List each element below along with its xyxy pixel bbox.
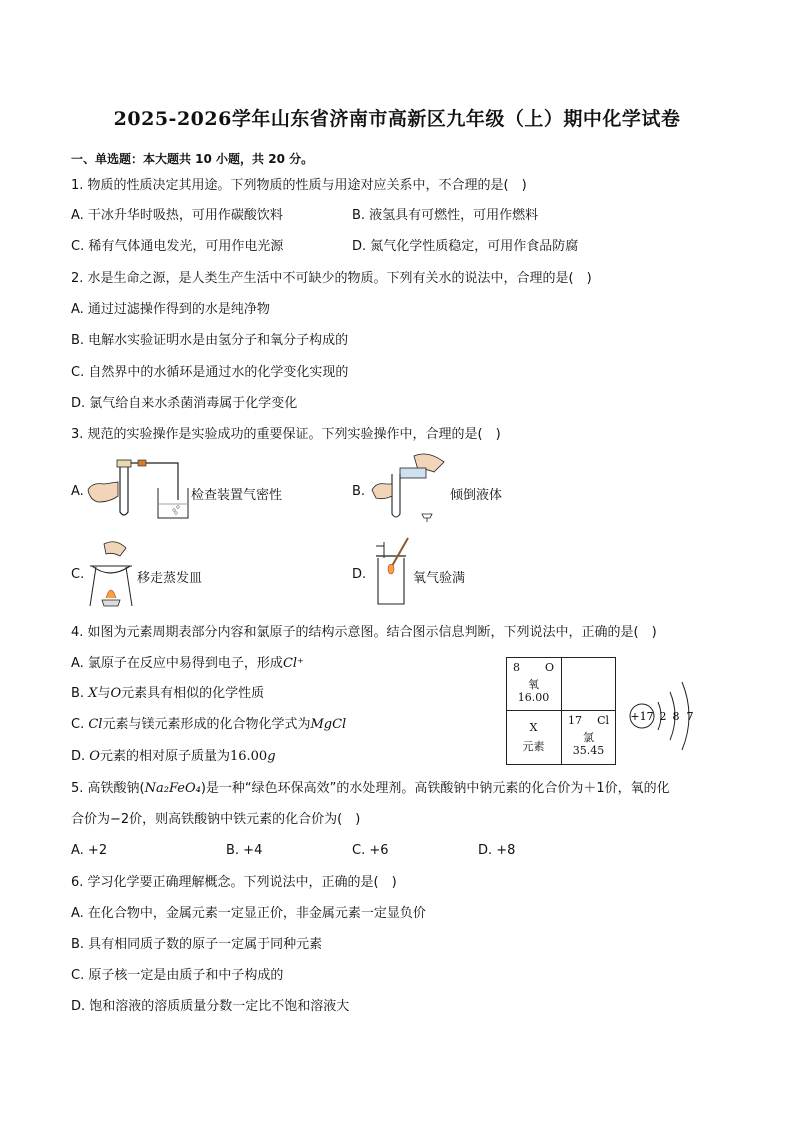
- oxygen-symbol: O: [544, 661, 554, 674]
- q4-option-c-cl: Cl: [88, 717, 103, 732]
- q6-option-c[interactable]: C. 原子核一定是由质子和中子构成的: [71, 968, 284, 983]
- q4-option-d-prefix: D.: [71, 749, 90, 764]
- q4-option-b-o: O: [110, 686, 122, 701]
- q2-option-a[interactable]: A. 通过过滤操作得到的水是纯净物: [71, 302, 270, 317]
- q4-stem: 4. 如图为元素周期表部分内容和氯原子的结构示意图。结合图示信息判断，下列说法中，正确的是( ): [71, 625, 657, 640]
- q3-option-d-label[interactable]: D.: [352, 567, 367, 582]
- q3-option-d-caption: 氧气验满: [413, 571, 466, 586]
- x-symbol: X: [529, 721, 538, 734]
- q1-option-c[interactable]: C. 稀有气体通电发光，可用作电光源: [71, 239, 284, 254]
- q2-stem: 2. 水是生命之源，是人类生产生活中不可缺少的物质。下列有关水的说法中，合理的是( ): [71, 271, 592, 286]
- cell-oxygen: [507, 658, 560, 710]
- q4-option-b-x: X: [88, 686, 98, 701]
- q3-option-c-caption: 移走蒸发皿: [137, 571, 203, 586]
- q3-stem: 3. 规范的实验操作是实验成功的重要保证。下列实验操作中，合理的是( ): [71, 427, 501, 442]
- q5-prefix: 5. 高铁酸钠(: [71, 781, 145, 796]
- q4-option-a[interactable]: [71, 655, 304, 673]
- q4-option-b-mid: 与: [97, 686, 111, 701]
- pouring-liquid-figure: [370, 450, 448, 526]
- q4-option-c-formula: MgCl: [310, 717, 347, 732]
- q4-option-a-text: A. 氯原子在反应中易得到电子，形成: [71, 656, 283, 671]
- q4-option-c-text: 元素与镁元素形成的化合物化学式为: [102, 717, 311, 732]
- q4-option-d-unit: g: [267, 749, 276, 764]
- q1-option-b[interactable]: B. 液氢具有可燃性，可用作燃料: [352, 208, 539, 223]
- q1-option-d[interactable]: D. 氮气化学性质稳定，可用作食品防腐: [352, 239, 579, 254]
- chlorine-atom-diagram: [626, 676, 698, 756]
- q3-option-c-label[interactable]: C.: [71, 567, 85, 582]
- chlorine-mass: 35.45: [572, 744, 605, 757]
- x-name: 元素: [522, 740, 545, 753]
- q6-option-a[interactable]: A. 在化合物中，金属元素一定显正价，非金属元素一定显负价: [71, 906, 426, 921]
- q4-option-b-prefix: B.: [71, 686, 89, 701]
- q5-option-d[interactable]: D. +8: [478, 843, 516, 858]
- q3-option-b-caption: 倾倒液体: [450, 488, 503, 503]
- q5-option-c[interactable]: C. +6: [352, 843, 389, 858]
- q5-option-a[interactable]: A. +2: [71, 843, 108, 858]
- q4-option-d-value: 16.00: [229, 749, 268, 764]
- q2-option-c[interactable]: C. 自然界中的水循环是通过水的化学变化实现的: [71, 365, 349, 380]
- chlorine-symbol: Cl: [597, 714, 609, 727]
- q5-formula: Na₂FeO₄: [144, 781, 201, 796]
- oxygen-name: 氧: [528, 678, 539, 691]
- chlorine-number: 17: [568, 714, 582, 727]
- q4-option-a-formula: Cl⁺: [282, 656, 304, 671]
- q5-option-b[interactable]: B. +4: [226, 843, 263, 858]
- q4-option-c-prefix: C.: [71, 717, 89, 732]
- cell-x: [507, 711, 560, 763]
- q6-option-d[interactable]: D. 饱和溶液的溶质质量分数一定比不饱和溶液大: [71, 999, 350, 1014]
- q5-stem-line1: [71, 780, 670, 798]
- periodic-table-excerpt: [506, 657, 616, 765]
- oxygen-mass: 16.00: [517, 691, 550, 704]
- q6-option-b[interactable]: B. 具有相同质子数的原子一定属于同种元素: [71, 937, 323, 952]
- q1-stem: 1. 物质的性质决定其用途。下列物质的性质与用途对应关系中，不合理的是( ): [71, 178, 527, 193]
- nucleus-charge: +17: [630, 710, 654, 723]
- shell-1-electrons: 2: [659, 710, 667, 723]
- cell-chlorine: [562, 711, 615, 763]
- oxygen-number: 8: [513, 661, 520, 674]
- page-title: 2025-2026学年山东省济南市高新区九年级（上）期中化学试卷: [113, 108, 681, 130]
- q5-text: )是一种“绿色环保高效”的水处理剂。高铁酸钠中钠元素的化合价为＋1价，氧的化: [200, 781, 670, 796]
- q3-option-a-caption: 检查装置气密性: [191, 488, 283, 503]
- chlorine-name: 氯: [583, 731, 594, 744]
- oxygen-test-figure: [370, 536, 412, 608]
- q3-option-a-label[interactable]: A.: [71, 484, 84, 499]
- q3-option-b-label[interactable]: B.: [352, 484, 366, 499]
- q5-stem-line2: 合价为−2价，则高铁酸钠中铁元素的化合价为( ): [71, 812, 361, 827]
- evaporating-dish-figure: [86, 540, 136, 608]
- section-heading: 一、单选题：本大题共 10 小题，共 20 分。: [71, 152, 314, 166]
- q4-option-c[interactable]: [71, 716, 346, 734]
- q4-option-d-o: O: [89, 749, 100, 764]
- shell-3-electrons: 7: [686, 710, 694, 723]
- airtightness-check-figure: [86, 452, 190, 524]
- q2-option-b[interactable]: B. 电解水实验证明水是由氢分子和氧分子构成的: [71, 333, 349, 348]
- q1-option-a[interactable]: A. 干冰升华时吸热，可用作碳酸饮料: [71, 208, 283, 223]
- q4-option-b-text: 元素具有相似的化学性质: [121, 686, 265, 701]
- shell-2-electrons: 8: [672, 710, 680, 723]
- q2-option-d[interactable]: D. 氯气给自来水杀菌消毒属于化学变化: [71, 396, 298, 411]
- q4-option-b[interactable]: [71, 685, 264, 703]
- q4-option-d-text: 元素的相对原子质量为: [99, 749, 230, 764]
- q6-stem: 6. 学习化学要正确理解概念。下列说法中，正确的是( ): [71, 875, 397, 890]
- q4-option-d[interactable]: [71, 748, 276, 766]
